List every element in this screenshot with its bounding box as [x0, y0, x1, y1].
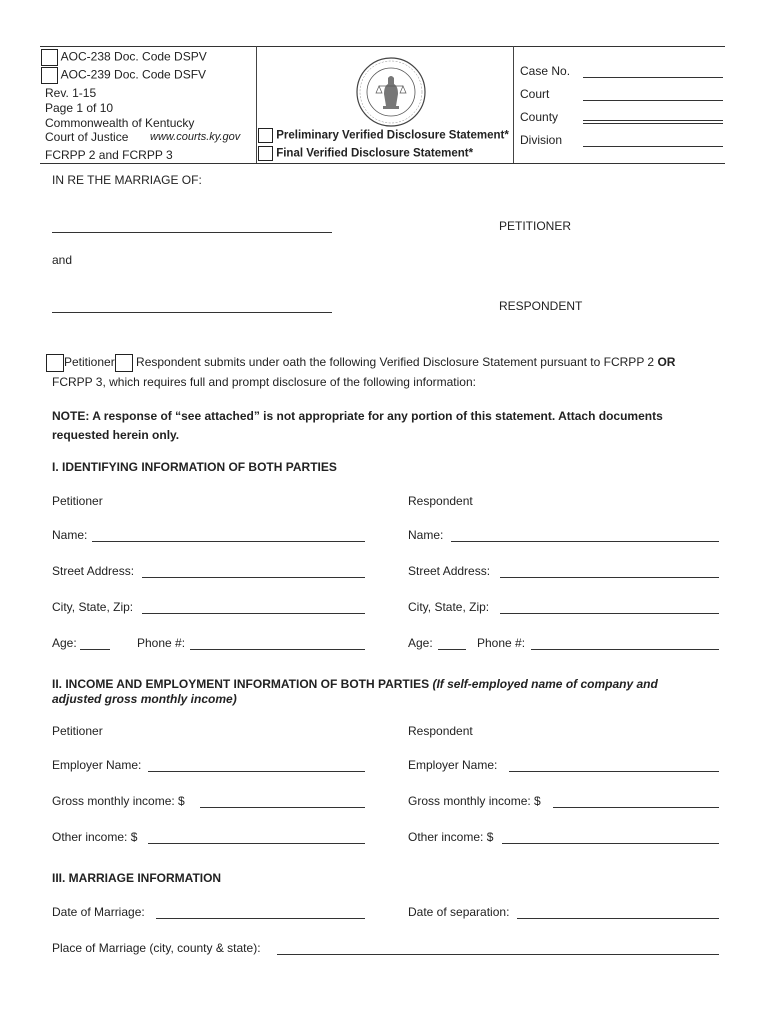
division-field[interactable] — [583, 146, 723, 147]
s2-petitioner-heading: Petitioner — [52, 724, 103, 738]
petitioner-name-field[interactable] — [52, 232, 332, 233]
rev-text: Rev. 1-15 — [45, 86, 97, 100]
pet-other-field[interactable] — [148, 843, 365, 844]
resp-street-field[interactable] — [500, 577, 719, 578]
pet-name-label: Name: — [52, 528, 88, 542]
resp-employer-label: Employer Name: — [408, 758, 498, 772]
aoc239-option[interactable] — [41, 67, 206, 84]
seal-icon — [355, 56, 427, 128]
petitioner-checkbox[interactable] — [46, 354, 64, 372]
date-separation-label: Date of separation: — [408, 905, 510, 919]
section1-title: I. IDENTIFYING INFORMATION OF BOTH PARTIES — [52, 460, 337, 474]
court-field[interactable] — [583, 100, 723, 101]
commonwealth-text: Commonwealth of Kentucky — [45, 116, 195, 130]
place-marriage-label: Place of Marriage (city, county & state): — [52, 941, 261, 955]
petitioner-caption-label: PETITIONER — [499, 219, 572, 233]
date-marriage-field[interactable] — [156, 918, 365, 919]
intro-line1 — [46, 354, 675, 372]
petitioner-option-label: Petitioner — [64, 355, 115, 370]
resp-age-field[interactable] — [438, 649, 466, 650]
aoc239-label: AOC-239 Doc. Code DSFV — [60, 67, 207, 82]
s1-petitioner-heading: Petitioner — [52, 494, 103, 508]
s2-respondent-heading: Respondent — [408, 724, 473, 738]
pet-city-field[interactable] — [142, 613, 365, 614]
section2-note1: (If self-employed name of company and — [432, 677, 658, 691]
pet-city-label: City, State, Zip: — [52, 600, 134, 614]
resp-gross-label: Gross monthly income: $ — [408, 794, 541, 808]
respondent-checkbox[interactable] — [115, 354, 133, 372]
case-no-field[interactable] — [583, 77, 723, 78]
resp-phone-label: Phone #: — [477, 636, 526, 650]
aoc238-label: AOC-238 Doc. Code DSPV — [60, 49, 207, 64]
county-field-double — [583, 123, 723, 124]
pet-phone-label: Phone #: — [137, 636, 186, 650]
preliminary-checkbox[interactable] — [258, 128, 273, 143]
date-marriage-label: Date of Marriage: — [52, 905, 145, 919]
rules-text: FCRPP 2 and FCRPP 3 — [45, 148, 173, 162]
pet-employer-field[interactable] — [148, 771, 365, 772]
resp-name-field[interactable] — [451, 541, 719, 542]
header-divider-left — [256, 46, 257, 163]
or-text: OR — [657, 355, 676, 370]
resp-name-label: Name: — [408, 528, 444, 542]
pet-street-field[interactable] — [142, 577, 365, 578]
resp-gross-field[interactable] — [553, 807, 719, 808]
note-line2: requested herein only. — [52, 428, 180, 442]
resp-phone-field[interactable] — [531, 649, 719, 650]
pet-age-field[interactable] — [80, 649, 110, 650]
header-divider-right — [513, 46, 514, 163]
preliminary-label: Preliminary Verified Disclosure Statement* — [276, 129, 509, 142]
intro-text: Respondent submits under oath the following Verified Disclosure Statement pursuant to FCRPP 2 — [136, 355, 655, 370]
preliminary-option[interactable] — [258, 128, 509, 143]
resp-city-label: City, State, Zip: — [408, 600, 490, 614]
aoc238-option[interactable] — [41, 49, 207, 66]
division-label: Division — [520, 133, 563, 147]
county-field[interactable] — [583, 120, 723, 121]
date-separation-field[interactable] — [517, 918, 719, 919]
resp-employer-field[interactable] — [509, 771, 719, 772]
pet-phone-field[interactable] — [190, 649, 365, 650]
final-option[interactable] — [258, 146, 473, 161]
final-label: Final Verified Disclosure Statement* — [276, 147, 474, 160]
section2-title-line — [52, 677, 658, 691]
header-top-rule — [40, 46, 725, 47]
pet-gross-label: Gross monthly income: $ — [52, 794, 185, 808]
pet-employer-label: Employer Name: — [52, 758, 142, 772]
section2-note2: adjusted gross monthly income) — [52, 692, 237, 706]
court-label: Court — [520, 87, 550, 101]
header-bottom-rule — [40, 163, 725, 164]
aoc239-checkbox[interactable] — [41, 67, 58, 84]
intro-line2: FCRPP 3, which requires full and prompt disclosure of the following information: — [52, 375, 476, 389]
resp-age-label: Age: — [408, 636, 433, 650]
resp-other-field[interactable] — [502, 843, 719, 844]
pet-other-label: Other income: $ — [52, 830, 138, 844]
case-no-label: Case No. — [520, 64, 571, 78]
respondent-caption-label: RESPONDENT — [499, 299, 583, 313]
place-marriage-field[interactable] — [277, 954, 719, 955]
resp-other-label: Other income: $ — [408, 830, 494, 844]
aoc238-checkbox[interactable] — [41, 49, 58, 66]
page-number: Page 1 of 10 — [45, 101, 114, 115]
county-label: County — [520, 110, 559, 124]
pet-name-field[interactable] — [92, 541, 365, 542]
website-link[interactable]: www.courts.ky.gov — [150, 131, 241, 143]
final-checkbox[interactable] — [258, 146, 273, 161]
court-seal — [355, 56, 427, 128]
s1-respondent-heading: Respondent — [408, 494, 473, 508]
section3-title: III. MARRIAGE INFORMATION — [52, 871, 222, 885]
respondent-name-field[interactable] — [52, 312, 332, 313]
pet-street-label: Street Address: — [52, 564, 135, 578]
resp-street-label: Street Address: — [408, 564, 491, 578]
pet-age-label: Age: — [52, 636, 77, 650]
pet-gross-field[interactable] — [200, 807, 365, 808]
and-text: and — [52, 253, 73, 267]
note-line1: NOTE: A response of “see attached” is not appropriate for any portion of this statement. Attach documents — [52, 409, 663, 423]
court-of-justice-text: Court of Justice — [45, 130, 129, 144]
section2-title: II. INCOME AND EMPLOYMENT INFORMATION OF BOTH PARTIES — [52, 677, 430, 691]
in-re-heading: IN RE THE MARRIAGE OF: — [52, 173, 202, 187]
resp-city-field[interactable] — [500, 613, 719, 614]
